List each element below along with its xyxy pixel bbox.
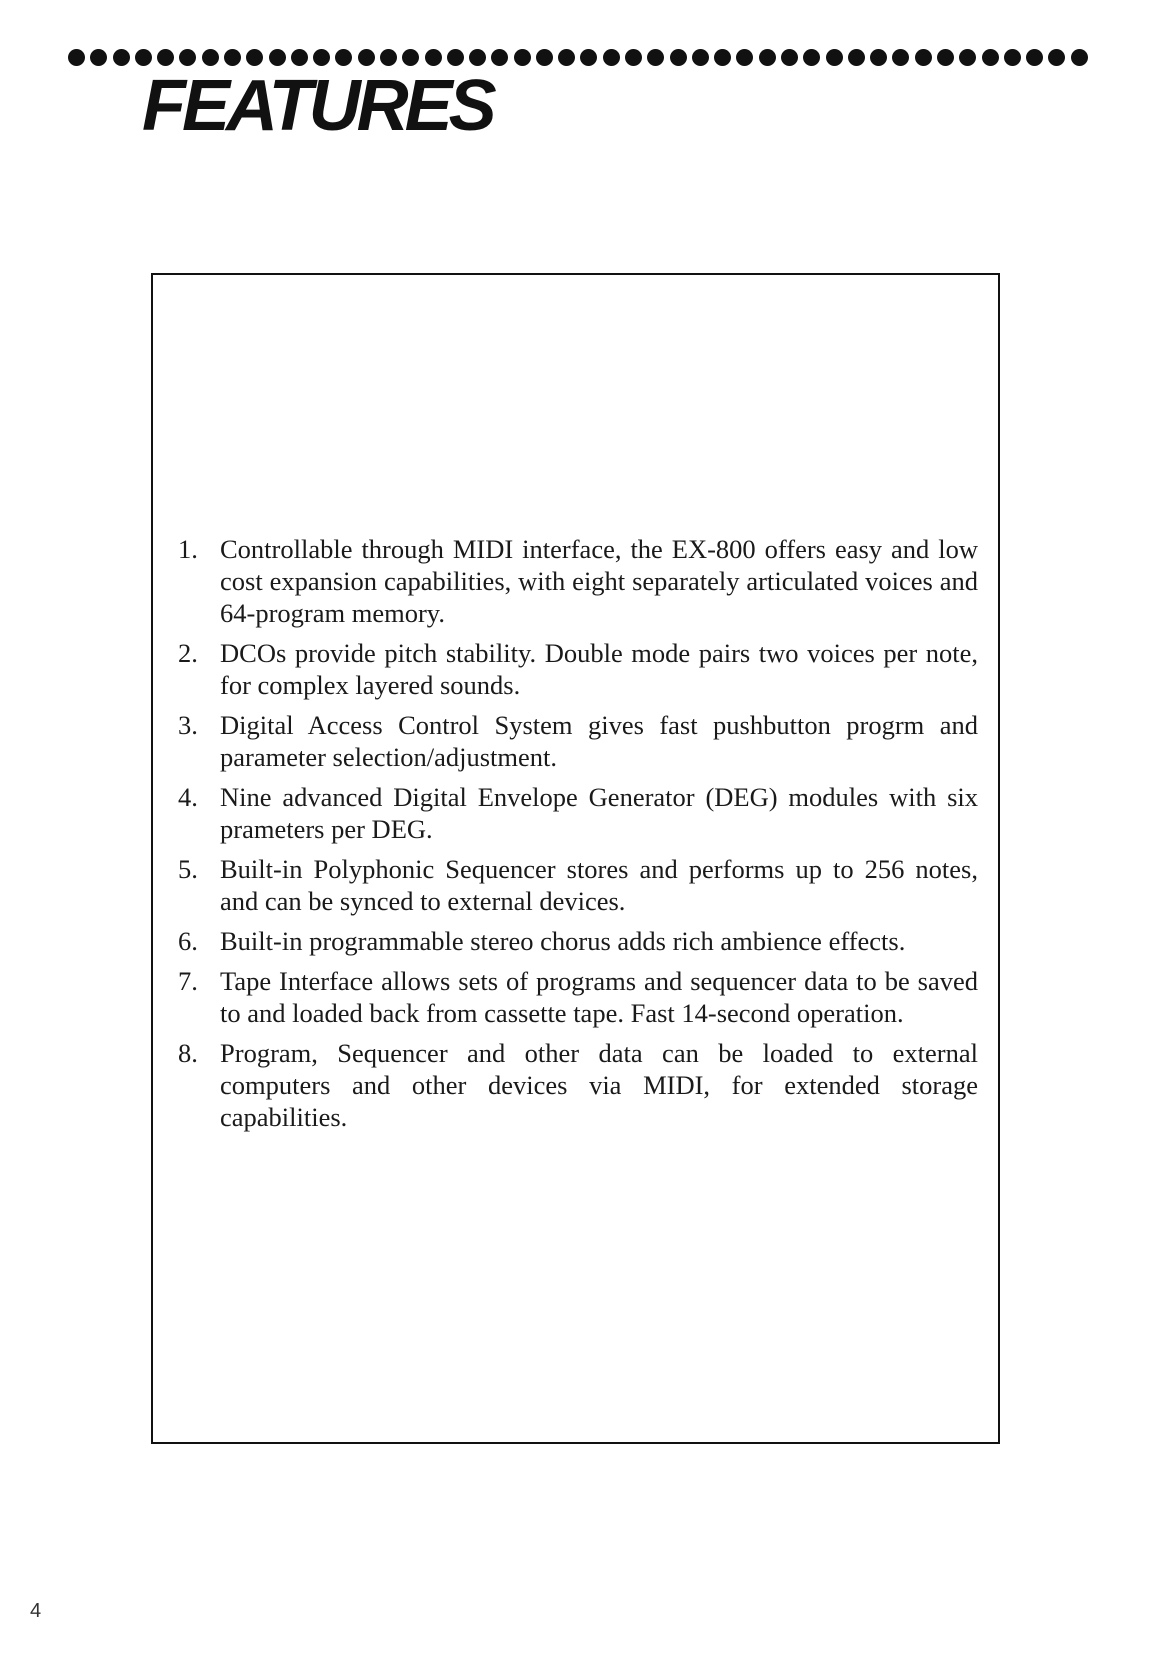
decorative-dot [358, 49, 375, 66]
item-text: Controllable through MIDI interface, the EX-800 offers easy and low cost expansion capabilities, with eight separately articulated voices and 64-program memory. [220, 534, 978, 628]
decorative-dot [892, 49, 909, 66]
decorative-dot [959, 49, 976, 66]
decorative-dot [246, 49, 263, 66]
list-item [178, 853, 978, 917]
item-number: 8. [178, 1038, 198, 1068]
decorative-dot [692, 49, 709, 66]
list-item [178, 533, 978, 629]
item-text: Digital Access Control System gives fast pushbutton progrm and parameter selection/adjustment. [220, 710, 978, 772]
item-text: Nine advanced Digital Envelope Generator (DEG) modules with six prameters per DEG. [220, 782, 978, 844]
item-number: 6. [178, 926, 198, 956]
decorative-dot [1048, 49, 1065, 66]
decorative-dot [714, 49, 731, 66]
decorative-dot [759, 49, 776, 66]
item-number: 2. [178, 638, 198, 668]
decorative-dot [1026, 49, 1043, 66]
decorative-dot [90, 49, 107, 66]
decorative-dot [647, 49, 664, 66]
decorative-dot [313, 49, 330, 66]
item-number: 7. [178, 966, 198, 996]
decorative-dot [848, 49, 865, 66]
item-number: 4. [178, 782, 198, 812]
features-list [178, 533, 978, 1141]
decorative-dot [224, 49, 241, 66]
decorative-dot [335, 49, 352, 66]
decorative-dot [291, 49, 308, 66]
list-item [178, 709, 978, 773]
item-number: 5. [178, 854, 198, 884]
decorative-dot [982, 49, 999, 66]
decorative-dot [135, 49, 152, 66]
decorative-dot [202, 49, 219, 66]
decorative-dot [380, 49, 397, 66]
decorative-dot [736, 49, 753, 66]
decorative-dot [558, 49, 575, 66]
list-item [178, 637, 978, 701]
list-item [178, 781, 978, 845]
decorative-dot [514, 49, 531, 66]
decorative-dot [625, 49, 642, 66]
decorative-dot [113, 49, 130, 66]
decorative-dot [803, 49, 820, 66]
page-title: FEATURES [142, 66, 493, 146]
decorative-dot [915, 49, 932, 66]
decorative-dot [402, 49, 419, 66]
decorative-dot [781, 49, 798, 66]
decorative-dot [269, 49, 286, 66]
item-text: Program, Sequencer and other data can be loaded to external computers and other devices via MIDI, for extended storage capabilities. [220, 1038, 978, 1132]
decorative-dot [469, 49, 486, 66]
list-item [178, 925, 978, 957]
item-text: Built-in programmable stereo chorus adds rich ambience effects. [220, 926, 906, 956]
item-text: Tape Interface allows sets of programs and sequencer data to be saved to and loaded back from cassette tape. Fast 14-second operation. [220, 966, 978, 1028]
decorative-dot [425, 49, 442, 66]
decorative-dot [179, 49, 196, 66]
decorative-dot [447, 49, 464, 66]
item-text: DCOs provide pitch stability. Double mode pairs two voices per note, for complex layered sounds. [220, 638, 978, 700]
list-item [178, 965, 978, 1029]
decorative-dot [68, 49, 85, 66]
decorative-dot [826, 49, 843, 66]
decorative-dot [491, 49, 508, 66]
item-number: 3. [178, 710, 198, 740]
decorative-dot [670, 49, 687, 66]
list-item [178, 1037, 978, 1133]
item-number: 1. [178, 534, 198, 564]
decorative-dot [603, 49, 620, 66]
decorative-dot [937, 49, 954, 66]
page-number: 4 [30, 1600, 42, 1622]
decorative-dot [580, 49, 597, 66]
decorative-dot [870, 49, 887, 66]
decorative-dot-row [68, 47, 1088, 67]
decorative-dot [157, 49, 174, 66]
decorative-dot [1071, 49, 1088, 66]
item-text: Built-in Polyphonic Sequencer stores and performs up to 256 notes, and can be synced to external devices. [220, 854, 978, 916]
decorative-dot [1004, 49, 1021, 66]
decorative-dot [536, 49, 553, 66]
